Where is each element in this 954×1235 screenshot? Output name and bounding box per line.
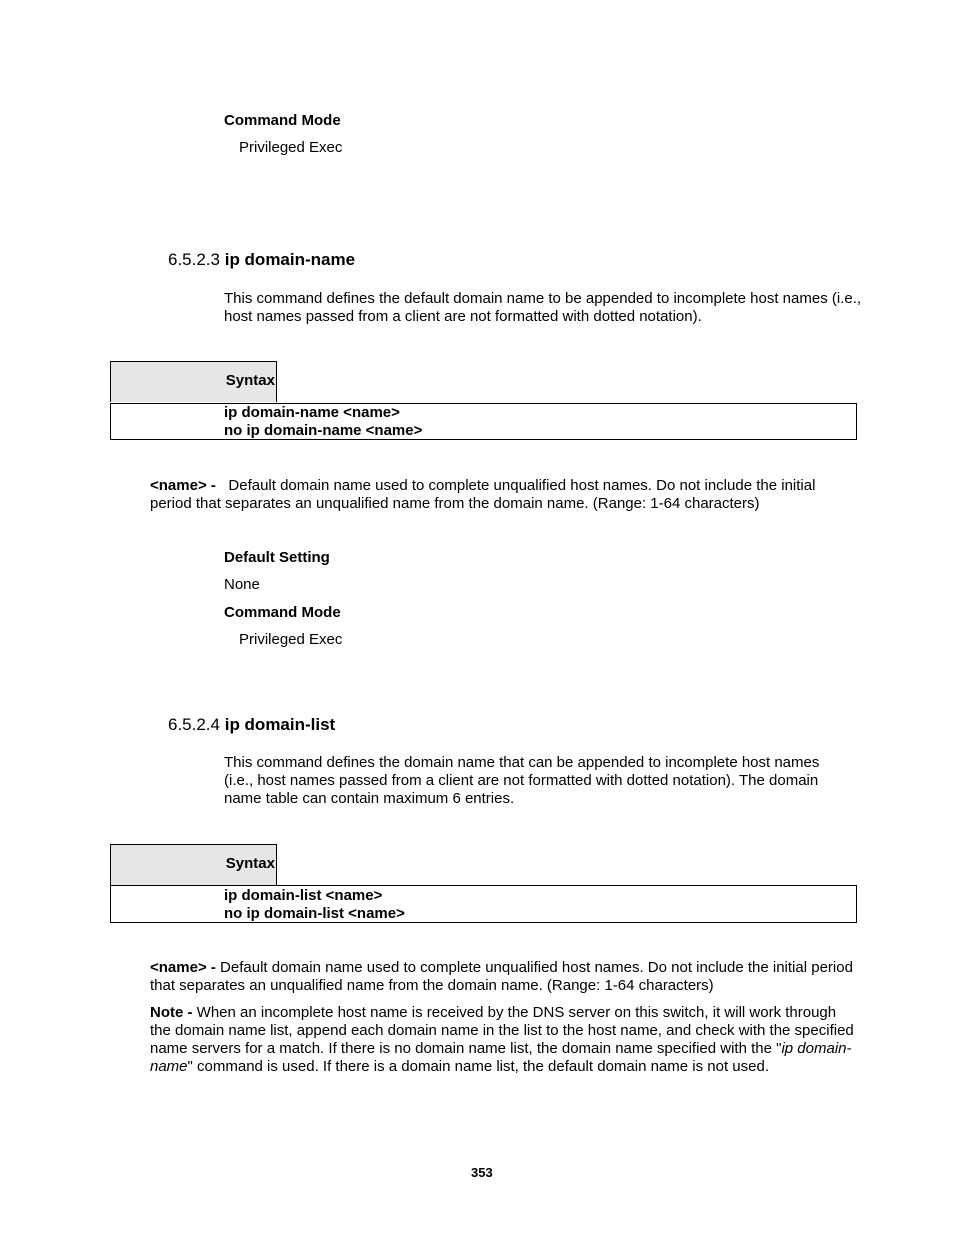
syntax-label: Syntax bbox=[225, 372, 275, 389]
syntax-line: no ip domain-list <name> bbox=[224, 905, 405, 922]
parameter-text: Default domain name used to complete unqualified host names. Do not include the initial period that separates an unqualified name from the domain name. (Range: 1-64 characters) bbox=[150, 477, 816, 512]
parameter-name: <name> - bbox=[150, 959, 216, 976]
section-title: ip domain-list bbox=[224, 715, 336, 734]
command-mode-label: Command Mode bbox=[224, 112, 341, 129]
section-heading-ip-domain-list bbox=[168, 715, 335, 735]
section-title: ip domain-name bbox=[224, 250, 356, 269]
syntax-label: Syntax bbox=[225, 855, 275, 872]
parameter-text: Default domain name used to complete unqualified host names. Do not include the initial period that separates an unqualified name from the domain name. (Range: 1-64 characters) bbox=[150, 959, 853, 994]
syntax-line: ip domain-list <name> bbox=[224, 887, 383, 904]
command-mode-value: Privileged Exec bbox=[239, 139, 343, 156]
section-description: This command defines the domain name that can be appended to incomplete host names (i.e., host names passed from a client are not formatted with dotted notation). The domain name table can contain maximum 6 entries. bbox=[224, 754, 820, 807]
page-number: 353 bbox=[471, 1165, 493, 1180]
section-number: 6.5.2.4 bbox=[168, 715, 225, 734]
syntax-box bbox=[110, 403, 857, 440]
syntax-tab bbox=[110, 361, 277, 402]
syntax-box bbox=[110, 885, 857, 923]
note-text: When an incomplete host name is received by the DNS server on this switch, it will work through the domain name list, append each domain name in the list to the host name, and check with the specified name servers for a match. If there is no domain name list, the domain name specified with the " bbox=[150, 1004, 854, 1057]
parameter-description bbox=[150, 959, 860, 995]
syntax-tab bbox=[110, 844, 277, 885]
note-command-reference: ip domain-name bbox=[150, 1040, 852, 1075]
note-paragraph bbox=[150, 1004, 860, 1076]
default-setting-label: Default Setting bbox=[224, 549, 330, 566]
syntax-line: ip domain-name <name> bbox=[224, 404, 400, 421]
default-setting-value: None bbox=[224, 576, 260, 593]
parameter-name: <name> - bbox=[150, 477, 216, 494]
section-description: This command defines the default domain name to be appended to incomplete host names (i.e., host names passed from a client are not formatted with dotted notation). bbox=[224, 290, 862, 325]
section-number: 6.5.2.3 bbox=[168, 250, 225, 269]
section-heading-ip-domain-name bbox=[168, 250, 355, 270]
parameter-description bbox=[150, 477, 860, 513]
syntax-line: no ip domain-name <name> bbox=[224, 422, 423, 439]
note-text-end: " command is used. If there is a domain name list, the default domain name is not used. bbox=[187, 1058, 769, 1075]
note-label: Note - bbox=[150, 1004, 193, 1021]
command-mode-label: Command Mode bbox=[224, 604, 341, 621]
command-mode-value: Privileged Exec bbox=[239, 631, 343, 648]
